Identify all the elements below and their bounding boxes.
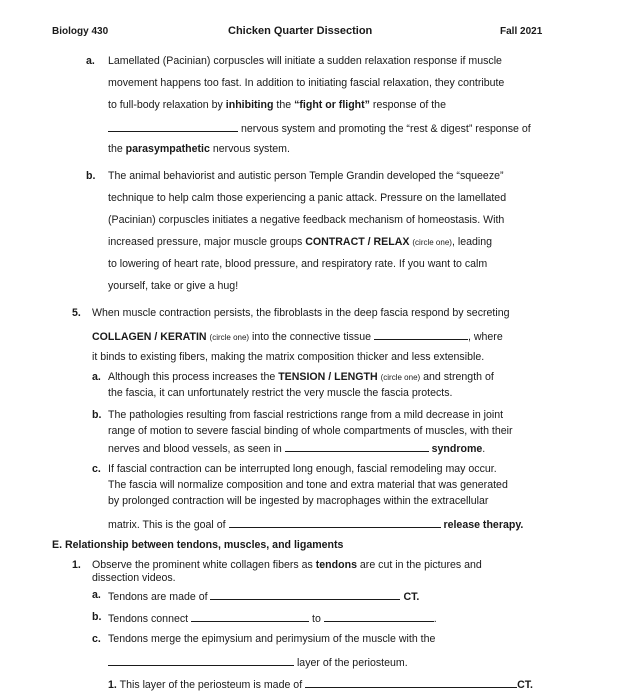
answer-blank[interactable] bbox=[374, 329, 468, 340]
q5b-line-3: nerves and blood vessels, as seen in syndrome. bbox=[108, 443, 486, 455]
q5-marker: 5. bbox=[72, 307, 81, 319]
q5b-marker: b. bbox=[92, 409, 102, 421]
term-label: Fall 2021 bbox=[500, 26, 543, 37]
item-a-line-2: movement happens too fast. In addition to initiating fascial relaxation, they contribute bbox=[108, 77, 505, 89]
q5c-line-2: The fascia will normalize composition and tone and extra material that was generated bbox=[108, 479, 508, 491]
answer-blank[interactable] bbox=[285, 441, 429, 452]
e1a-marker: a. bbox=[92, 589, 101, 601]
answer-blank[interactable] bbox=[305, 677, 517, 688]
e1c-sub1-line: 1. This layer of the periosteum is made of CT. bbox=[108, 679, 533, 691]
answer-blank[interactable] bbox=[324, 611, 434, 622]
q5c-marker: c. bbox=[92, 463, 101, 475]
q5c-line-3: by prolonged contraction will be ingested by macrophages within the extracellular bbox=[108, 495, 489, 507]
e1-marker: 1. bbox=[72, 559, 81, 571]
item-b-line-6: yourself, take or give a hug! bbox=[108, 280, 239, 292]
page-title: Chicken Quarter Dissection bbox=[228, 25, 373, 37]
item-b-line-4: increased pressure, major muscle groups CONTRACT / RELAX (circle one), leading bbox=[108, 236, 493, 248]
e1-line-2: dissection videos. bbox=[92, 572, 176, 584]
q5-line-1: When muscle contraction persists, the fibroblasts in the deep fascia respond by secreting bbox=[92, 307, 510, 319]
q5b-line-1: The pathologies resulting from fascial restrictions range from a mild decrease in joint bbox=[108, 409, 504, 421]
e1b-marker: b. bbox=[92, 611, 102, 623]
answer-blank[interactable] bbox=[210, 589, 400, 600]
item-b-line-3: (Pacinian) corpuscles initiates a negative feedback mechanism of homeostasis. With bbox=[108, 214, 505, 226]
q5c-line-4: matrix. This is the goal of release therapy. bbox=[108, 519, 524, 531]
item-a-line-3: to full-body relaxation by inhibiting the “fight or flight” response of the bbox=[108, 99, 446, 111]
e1c-line-1: Tendons merge the epimysium and perimysium of the muscle with the bbox=[108, 633, 436, 645]
answer-blank[interactable] bbox=[108, 655, 294, 666]
course-label: Biology 430 bbox=[52, 26, 109, 37]
e1-line-1: Observe the prominent white collagen fibers as tendons are cut in the pictures and bbox=[92, 559, 482, 571]
q5b-line-2: range of motion to severe fascial binding of whole compartments of muscles, with their bbox=[108, 425, 513, 437]
item-a-line-1: Lamellated (Pacinian) corpuscles will initiate a sudden relaxation response if muscle bbox=[108, 55, 502, 67]
section-e-heading: E. Relationship between tendons, muscles, and ligaments bbox=[52, 539, 344, 551]
item-a-marker: a. bbox=[86, 55, 95, 67]
item-b-marker: b. bbox=[86, 170, 96, 182]
e1b-line: Tendons connect to . bbox=[108, 613, 437, 625]
item-a-line-4: nervous system and promoting the “rest & digest” response of bbox=[108, 121, 531, 136]
item-b-line-1: The animal behaviorist and autistic person Temple Grandin developed the “squeeze” bbox=[108, 170, 504, 182]
item-b-line-5: to lowering of heart rate, blood pressure, and respiratory rate. If you want to calm bbox=[108, 258, 488, 270]
q5c-line-1: If fascial contraction can be interrupted long enough, fascial remodeling may occur. bbox=[108, 463, 497, 475]
q5a-marker: a. bbox=[92, 371, 101, 383]
answer-blank[interactable] bbox=[191, 611, 309, 622]
q5a-line-2: the fascia, it can unfortunately restrict the very muscle the fascia protects. bbox=[108, 387, 453, 399]
e1c-marker: c. bbox=[92, 633, 101, 645]
answer-blank[interactable] bbox=[229, 517, 441, 528]
q5a-line-1: Although this process increases the TENSION / LENGTH (circle one) and strength of bbox=[108, 371, 494, 383]
q5-line-3: it binds to existing fibers, making the matrix composition thicker and less extensible. bbox=[92, 351, 485, 363]
item-a-line-5: the parasympathetic nervous system. bbox=[108, 143, 290, 155]
e1a-line: Tendons are made of CT. bbox=[108, 591, 420, 603]
q5-line-2: COLLAGEN / KERATIN (circle one) into the connective tissue , where bbox=[92, 331, 503, 343]
answer-blank[interactable] bbox=[108, 121, 238, 132]
e1c-line-2: layer of the periosteum. bbox=[108, 655, 408, 670]
item-b-line-2: technique to help calm those experiencing a panic attack. Pressure on the lamellated bbox=[108, 192, 507, 204]
